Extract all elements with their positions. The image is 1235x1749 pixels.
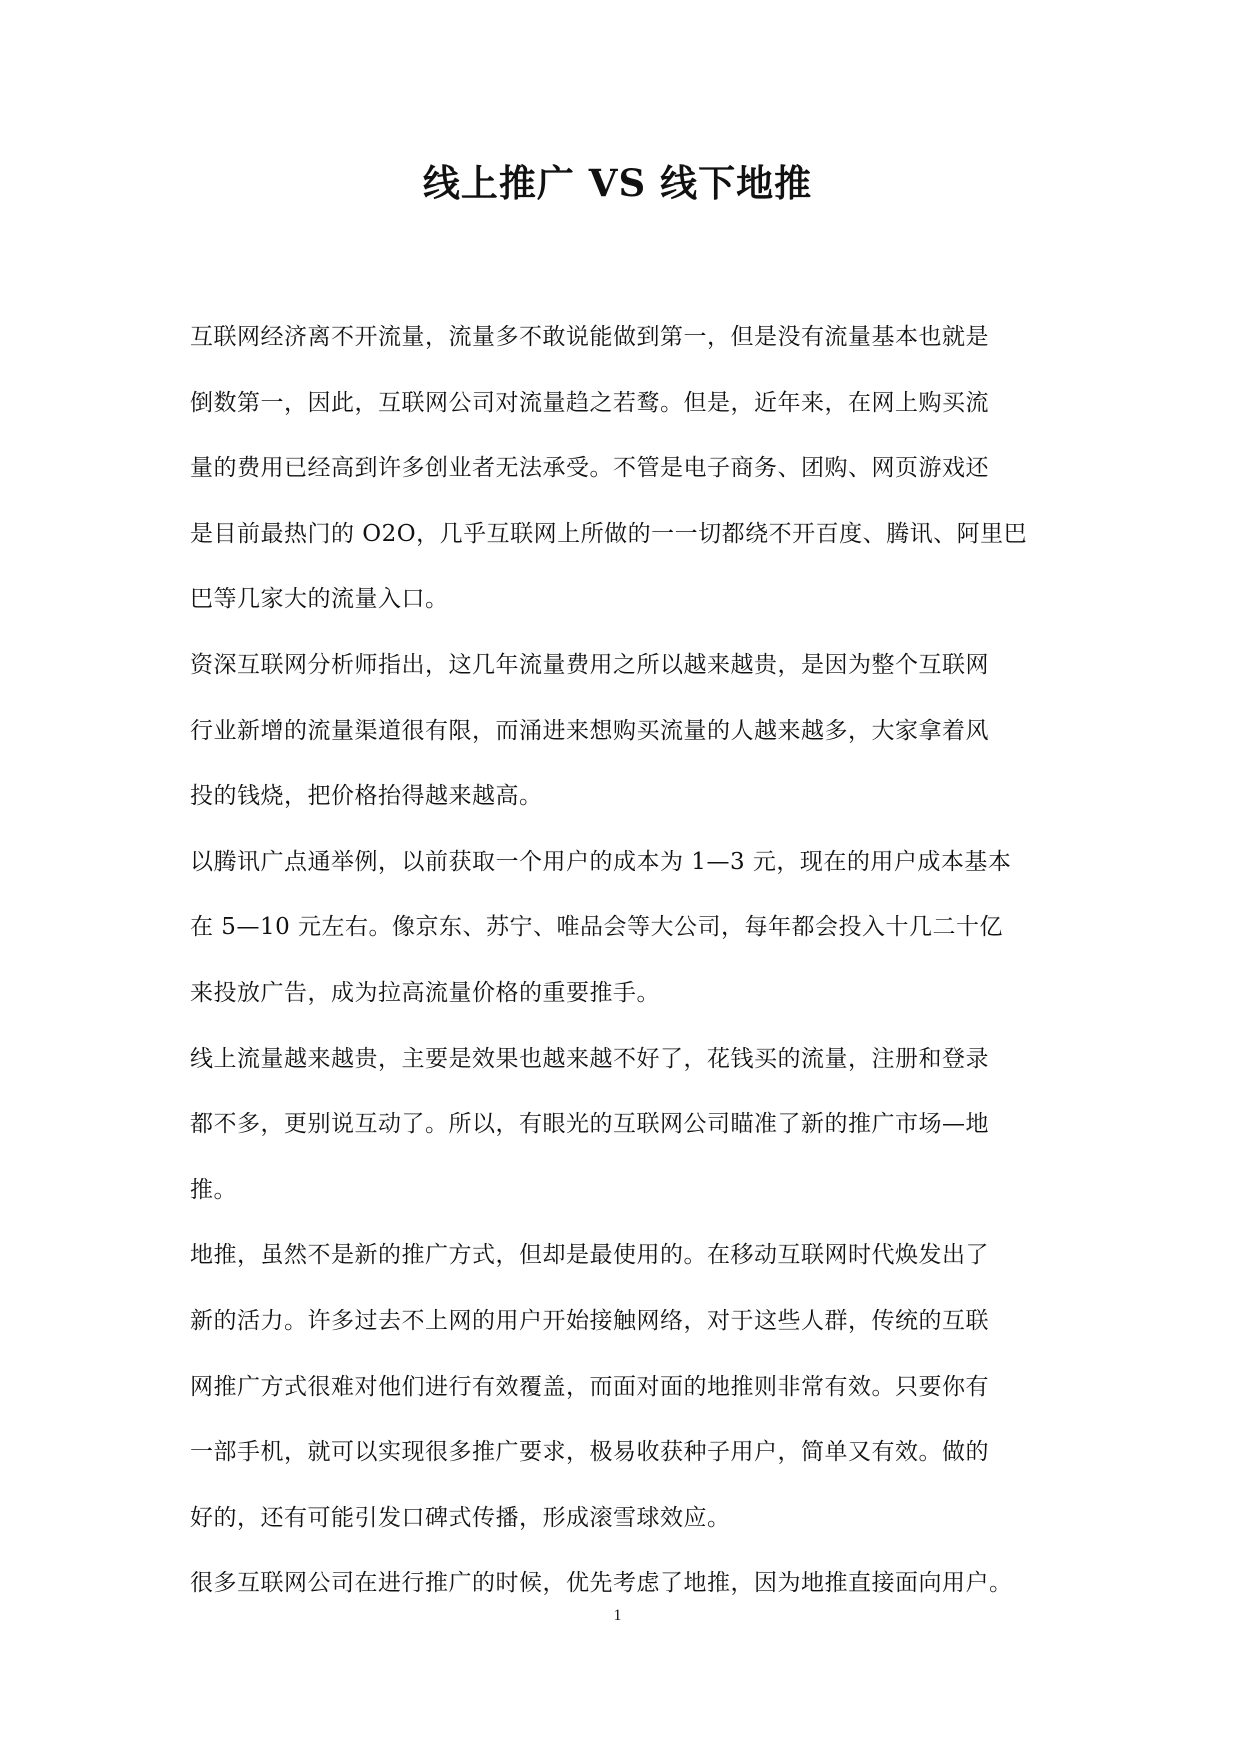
text-line: 好的，还有可能引发口碑式传播，形成滚雪球效应。 [190,1504,731,1531]
paragraph [190,830,1070,1027]
text-line: 来投放广告，成为拉高流量价格的重要推手。 [190,979,660,1006]
text-line: 一部手机，就可以实现很多推广要求，极易收获种子用户，简单又有效。做的 [190,1439,989,1466]
text-line: 很多互联网公司在进行推广的时候，优先考虑了地推，因为地推直接面向用户。 [190,1570,1013,1597]
text-line: 行业新增的流量渠道很有限，而涌进来想购买流量的人越来越多，大家拿着风 [190,717,989,744]
text-line: 是目前最热门的 O2O，几乎互联网上所做的一一切都绕不开百度、腾讯、阿里巴 [190,520,1028,547]
paragraph [190,1027,1070,1224]
text-line: 投的钱烧，把价格抬得越来越高。 [190,783,543,810]
document-title: 线上推广 VS 线下地推 [422,161,813,205]
text-line: 线上流量越来越贵，主要是效果也越来越不好了，花钱买的流量，注册和登录 [190,1045,989,1072]
paragraph [190,633,1070,830]
text-line: 资深互联网分析师指出，这几年流量费用之所以越来越贵，是因为整个互联网 [190,651,989,678]
text-line: 倒数第一，因此，互联网公司对流量趋之若鹜。但是，近年来，在网上购买流 [190,389,989,416]
page-number: 1 [613,1607,622,1624]
text-line: 量的费用已经高到许多创业者无法承受。不管是电子商务、团购、网页游戏还 [190,455,989,482]
text-line: 网推广方式很难对他们进行有效覆盖，而面对面的地推则非常有效。只要你有 [190,1373,989,1400]
text-line: 巴等几家大的流量入口。 [190,586,449,613]
text-line: 在 5—10 元左右。像京东、苏宁、唯品会等大公司，每年都会投入十几二十亿 [190,914,1004,941]
text-line: 地推，虽然不是新的推广方式，但却是最使用的。在移动互联网时代焕发出了 [190,1242,989,1269]
text-line: 互联网经济离不开流量，流量多不敢说能做到第一，但是没有流量基本也就是 [190,324,989,350]
paragraph [190,1223,1070,1551]
text-line: 以腾讯广点通举例，以前获取一个用户的成本为 1—3 元，现在的用户成本基本 [190,848,1012,875]
text-line: 推。 [190,1176,237,1203]
document-body [190,305,1070,1617]
paragraph [190,305,1070,633]
text-line: 新的活力。许多过去不上网的用户开始接触网络，对于这些人群，传统的互联 [190,1307,989,1334]
text-line: 都不多，更别说互动了。所以，有眼光的互联网公司瞄准了新的推广市场—地 [190,1111,989,1138]
